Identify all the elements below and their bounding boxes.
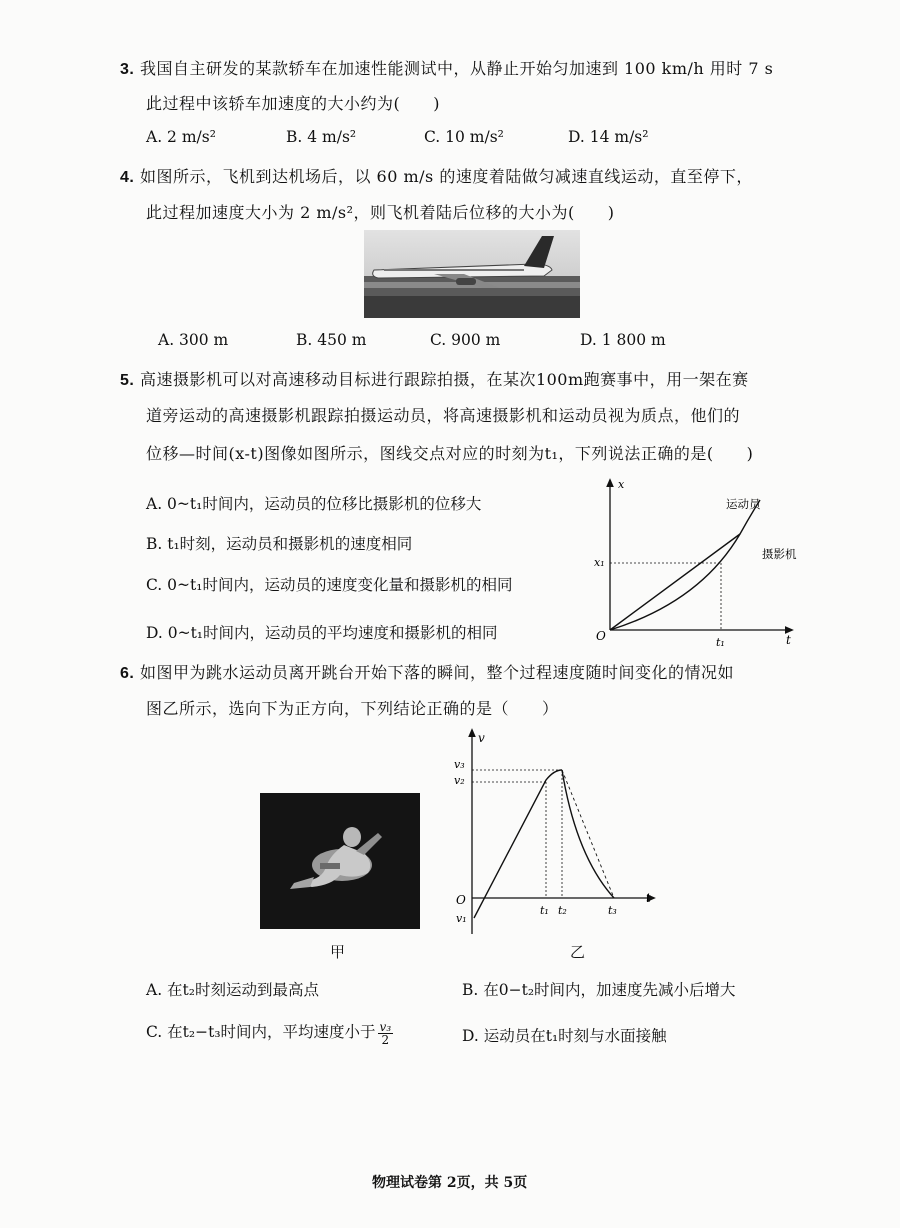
q3-option-d: D. 14 m/s² [568,128,649,146]
q6-caption-jia: 甲 [330,943,346,961]
airplane-photo [364,230,580,318]
q5-line3: 位移—时间(x-t)图像如图所示，图线交点对应的时刻为t₁，下列说法正确的是( ) [146,444,754,463]
q6-vt-graph [440,726,660,940]
q4-option-d: D. 1 800 m [580,331,666,349]
q6-line2: 图乙所示，选向下为正方向，下列结论正确的是（ ） [146,699,559,718]
q4-line2: 此过程加速度大小为 2 m/s²，则飞机着陆后位移的大小为( ) [146,203,615,222]
q6-option-c [146,1020,395,1046]
diver-photo [260,793,420,929]
q5-line2: 道旁运动的高速摄影机跟踪拍摄运动员，将高速摄影机和运动员视为质点，他们的 [146,406,741,425]
q6-fraction-numerator: v₃ [379,1019,392,1034]
q3-number: 3. [120,61,135,78]
q4-stem-1: 如图所示，飞机到达机场后，以 60 m/s 的速度着陆做匀减速直线运动，直至停下， [139,167,753,186]
q5-option-d: D. 0~t₁时间内，运动员的平均速度和摄影机的相同 [146,624,498,642]
q6-caption-yi: 乙 [570,943,586,961]
q6-t1-label: t₁ [540,904,549,917]
q6-origin-label: O [456,893,466,907]
q4-line1 [120,164,753,187]
q6-option-c-text: C. 在t₂−t₃时间内，平均速度小于 [146,1023,376,1041]
q6-v1-label: v₁ [456,912,467,925]
q4-option-a: A. 300 m [158,331,229,349]
q6-v-axis-label: v [478,731,485,745]
q6-option-b: B. 在0−t₂时间内，加速度先减小后增大 [462,981,736,999]
q5-x-axis-label: x [618,478,625,491]
q6-number: 6. [120,665,135,682]
q6-chord-dash [562,770,614,898]
q3-option-c: C. 10 m/s² [424,128,504,146]
q4-option-c: C. 900 m [430,331,501,349]
q5-t-axis-label: t [786,633,791,647]
q5-option-b: B. t₁时刻，运动员和摄影机的速度相同 [146,535,413,553]
q5-camera-line [610,534,740,630]
q6-t3-label: t₃ [608,904,617,917]
q4-option-b: B. 450 m [296,331,367,349]
q6-option-d: D. 运动员在t₁时刻与水面接触 [462,1027,667,1045]
q6-fraction-denominator: 2 [381,1032,390,1047]
q5-origin-label: O [596,629,606,643]
q5-runner-curve [610,500,760,630]
q6-option-c-fraction [378,1021,394,1046]
q5-number: 5. [120,372,135,389]
q5-runner-label: 运动员 [726,497,761,511]
q6-option-a: A. 在t₂时刻运动到最高点 [146,981,319,999]
q5-stem-1: 高速摄影机可以对高速移动目标进行跟踪拍摄，在某次100m跑赛事中，用一架在赛 [139,370,749,389]
q6-t-axis-label: t [646,891,651,905]
q5-camera-label: 摄影机 [762,547,797,561]
q5-line1 [120,367,749,390]
q6-velocity-rise [474,770,562,918]
q5-option-a: A. 0~t₁时间内，运动员的位移比摄影机的位移大 [146,495,482,513]
q3-option-a: A. 2 m/s² [146,128,216,146]
q5-xt-graph [590,472,810,652]
q5-t1-label: t₁ [716,636,725,649]
q6-t2-label: t₂ [558,904,567,917]
q3-line2: 此过程中该轿车加速度的大小约为( ) [146,94,440,113]
q6-v2-label: v₂ [454,774,465,787]
q6-stem-1: 如图甲为跳水运动员离开跳台开始下落的瞬间，整个过程速度随时间变化的情况如 [139,663,734,682]
q6-line1 [120,660,734,683]
q4-number: 4. [120,169,135,186]
q3-stem-1: 我国自主研发的某款轿车在加速性能测试中，从静止开始匀加速到 100 km/h 用时 7 s [139,59,774,78]
q6-v3-label: v₃ [454,758,465,771]
q3-line1 [120,56,773,79]
page-footer: 物理试卷第 2页，共 5页 [372,1175,528,1191]
q3-option-b: B. 4 m/s² [286,128,357,146]
q5-option-c: C. 0~t₁时间内，运动员的速度变化量和摄影机的相同 [146,576,513,594]
q5-x1-label: x₁ [594,556,605,569]
